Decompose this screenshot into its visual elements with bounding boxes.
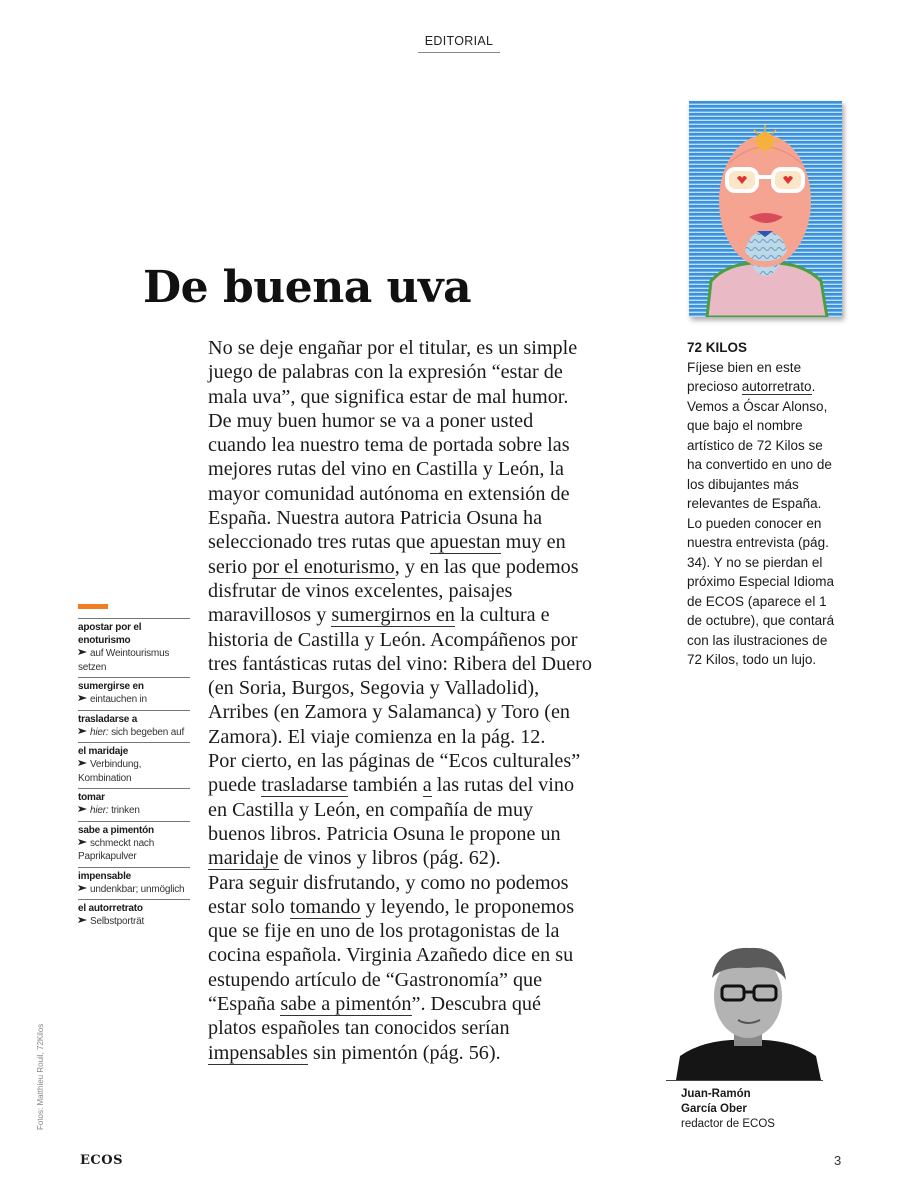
author-name-line1: Juan-Ramón bbox=[681, 1088, 751, 1100]
glossary-list bbox=[78, 618, 190, 932]
glossary-entry bbox=[78, 742, 190, 788]
glossary-translation: schmeckt nach Paprikapulver bbox=[78, 837, 155, 862]
sidebar-underlined-term: autorretrato bbox=[741, 379, 812, 394]
photo-credit: Fotos: Matthieu Rouil, 72Kilos bbox=[36, 1023, 45, 1130]
glossary-definition bbox=[78, 837, 190, 864]
translation-arrow-icon bbox=[78, 695, 87, 701]
footer-magazine-logo: ECOS bbox=[80, 1153, 123, 1168]
glossary-accent-bar bbox=[78, 604, 108, 609]
glossary-translation: auf Weintourismus setzen bbox=[78, 648, 170, 673]
self-portrait-illustration bbox=[689, 101, 842, 317]
translation-arrow-icon bbox=[78, 760, 87, 766]
paragraph-text: No se deje engañar por el titular, es un simple juego de palabras con la expresión “estar de mala uva”, que significa estar de mal humor. De muy buen humor se va a poner usted cuando lea nuestro tema de portada sobre las mejores rutas del vino en Castilla y León, la mayor comunidad autónoma en extensión de España. Nuestra autora Patricia Osuna ha seleccionado tres rutas que bbox=[208, 337, 578, 554]
author-caption bbox=[681, 1087, 821, 1132]
sidebar-box bbox=[687, 338, 837, 670]
translation-arrow-icon bbox=[78, 806, 87, 812]
article-paragraph bbox=[208, 871, 593, 1065]
glossary-prefix: hier: bbox=[90, 805, 109, 816]
glossary-entry bbox=[78, 821, 190, 867]
translation-arrow-icon bbox=[78, 839, 87, 845]
glossary-definition bbox=[78, 726, 190, 740]
glossary-term: el autorretrato bbox=[78, 903, 143, 914]
paragraph-text: , y en las que podemos disfrutar de vinos excelentes, paisajes maravillosos y bbox=[208, 555, 579, 627]
glossary-translation: undenkbar; unmöglich bbox=[90, 883, 185, 895]
glossary-translation: trinken bbox=[111, 805, 140, 816]
glossary-translation: eintauchen in bbox=[90, 694, 147, 705]
paragraph-text: también bbox=[347, 774, 423, 797]
underlined-vocabulary-term: sumergirnos en bbox=[331, 604, 455, 627]
author-photo bbox=[676, 938, 821, 1080]
glossary-term: el maridaje bbox=[78, 746, 129, 757]
underlined-vocabulary-term: a bbox=[422, 774, 432, 797]
glossary-translation: Verbindung, Kombination bbox=[78, 759, 142, 784]
paragraph-text: Para seguir disfrutando, y como no podemos estar solo bbox=[208, 871, 569, 918]
underlined-vocabulary-term: tomando bbox=[289, 895, 361, 918]
glossary-prefix: hier: bbox=[90, 726, 109, 738]
page-number: 3 bbox=[834, 1153, 842, 1168]
underlined-vocabulary-term: sabe a pimentón bbox=[280, 993, 412, 1016]
glossary-term: trasladarse a bbox=[78, 713, 138, 725]
glossary-term: tomar bbox=[78, 792, 105, 803]
glossary bbox=[78, 604, 190, 932]
glossary-term: sumergirse en bbox=[78, 681, 144, 692]
translation-arrow-icon bbox=[78, 728, 87, 734]
author-divider bbox=[666, 1080, 823, 1081]
article-paragraph bbox=[208, 336, 593, 749]
paragraph-text: ”. Descubra qué platos españoles tan conocidos serían bbox=[208, 993, 541, 1040]
glossary-entry bbox=[78, 618, 190, 677]
article-paragraph bbox=[208, 749, 593, 870]
glossary-definition bbox=[78, 758, 190, 785]
sidebar-text-part: Fíjese bien en este precioso bbox=[687, 359, 802, 394]
glossary-entry bbox=[78, 788, 190, 821]
glossary-entry bbox=[78, 710, 190, 743]
paragraph-text: de vinos y libros (pág. 62). bbox=[278, 847, 501, 870]
translation-arrow-icon bbox=[78, 649, 87, 655]
glossary-entry bbox=[78, 899, 190, 932]
paragraph-text: sin pimentón (pág. 56). bbox=[307, 1041, 501, 1064]
underlined-vocabulary-term: impensables bbox=[208, 1041, 308, 1064]
glossary-translation: Selbstporträt bbox=[90, 916, 145, 927]
translation-arrow-icon bbox=[78, 885, 87, 891]
underlined-vocabulary-term: por el enoturismo bbox=[252, 555, 395, 578]
paragraph-text: la cultura e historia de Castilla y León. Acompáñenos por tres fantásticas rutas del vino: Ribera del Duero (en Soria, Burgos, Segovia y Valladolid), Arribes (en Zamora y Salamanca) y Toro (en Zamora). El viaje comienza en la pág. 12. bbox=[208, 604, 592, 748]
underlined-vocabulary-term: maridaje bbox=[208, 847, 279, 870]
glossary-definition bbox=[78, 804, 190, 818]
glossary-definition bbox=[78, 693, 190, 707]
sidebar-text-part: . Vemos a Óscar Alonso, que bajo el nombre artístico de 72 Kilos se ha convertido en uno de los dibujantes más relevantes de España. Lo pueden conocer en nuestra entrevista (pág. 34). Y no se pierdan el próximo Especial Idioma de ECOS (aparece el 1 de octubre), que contará con las ilustraciones de 72 Kilos, todo un lujo. bbox=[687, 379, 835, 667]
author-role: redactor de ECOS bbox=[681, 1118, 775, 1130]
glossary-translation: sich begeben auf bbox=[111, 726, 185, 738]
paragraph-text: las rutas del vino en Castilla y León, en compañía de muy buenos libros. Patricia Osuna le propone un bbox=[208, 774, 575, 845]
glossary-term: apostar por el enoturismo bbox=[78, 622, 142, 646]
paragraph-text: y leyendo, le proponemos que se fije en uno de los protagonistas de la cocina española. Virginia Azañedo dice en su estupendo artículo de “Gastronomía” que “España bbox=[208, 895, 575, 1016]
section-label: EDITORIAL bbox=[418, 34, 500, 53]
article-body bbox=[208, 336, 593, 1065]
paragraph-text: muy en serio bbox=[208, 531, 566, 578]
glossary-entry bbox=[78, 867, 190, 900]
underlined-vocabulary-term: apuestan bbox=[429, 531, 501, 554]
underlined-vocabulary-term: trasladarse bbox=[261, 774, 348, 797]
glossary-term: sabe a pimentón bbox=[78, 824, 154, 836]
glossary-term: impensable bbox=[78, 870, 132, 882]
author-name-line2: García Ober bbox=[681, 1103, 747, 1115]
sidebar-title: 72 KILOS bbox=[687, 340, 748, 355]
paragraph-text: Por cierto, en las páginas de “Ecos culturales” puede bbox=[208, 750, 581, 797]
glossary-definition bbox=[78, 647, 190, 674]
article-headline: De buena uva bbox=[143, 262, 472, 313]
glossary-definition bbox=[78, 915, 190, 929]
translation-arrow-icon bbox=[78, 917, 87, 923]
glossary-definition bbox=[78, 883, 190, 897]
glossary-entry bbox=[78, 677, 190, 710]
sidebar-text bbox=[687, 358, 837, 670]
